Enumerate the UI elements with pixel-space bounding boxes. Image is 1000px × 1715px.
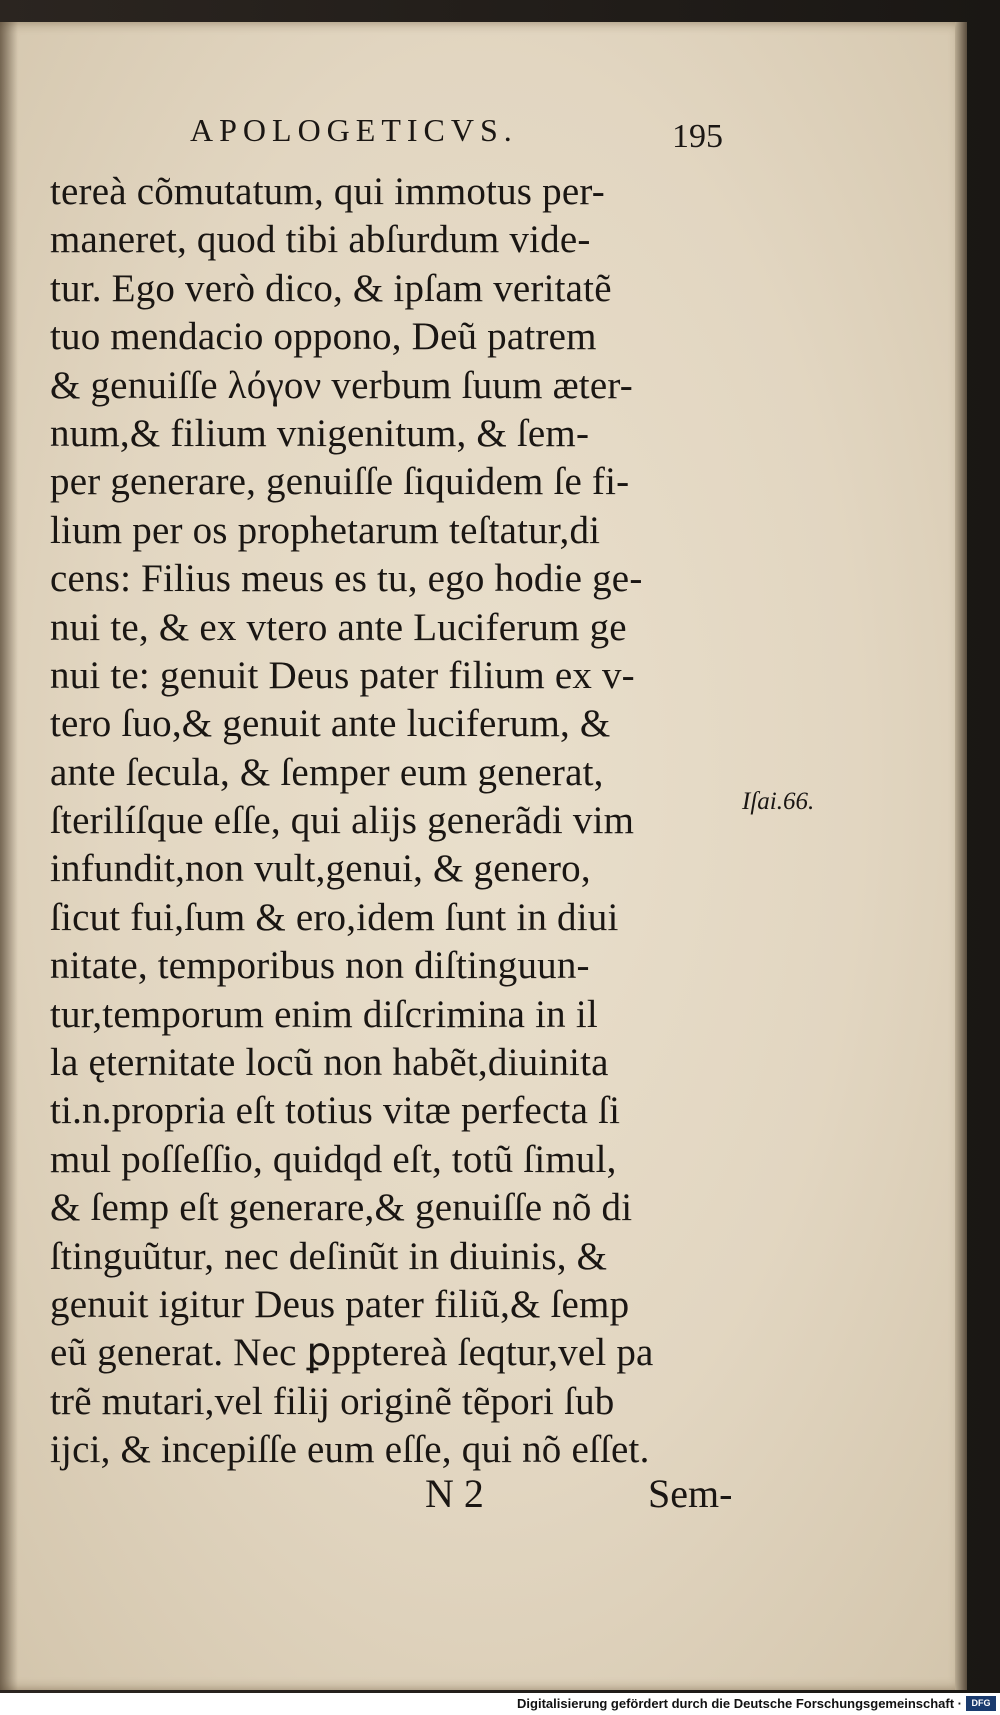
text-line: infundit,non vult,genui, & genero, <box>50 847 591 891</box>
text-line: tereà cõmutatum, qui immotus per- <box>50 170 605 213</box>
margin-note: Iſai.66. <box>742 788 815 815</box>
body-text <box>50 168 750 1475</box>
text-line: nui te, & ex vtero ante Luciferum ge <box>50 605 627 649</box>
text-line: mul poſſeſſio, quidqd eſt, totũ ſimul, <box>50 1137 617 1181</box>
credit-bar <box>0 1693 1000 1715</box>
text-line: ſtinguũtur, nec deſinũt in diuinis, & <box>50 1234 608 1278</box>
text-line: & ſemp eſt generare,& genuiſſe nõ di <box>50 1186 633 1230</box>
text-line: ſterilíſque eſſe, qui alijs generãdi vim <box>50 799 635 843</box>
page-footer <box>0 1470 965 1530</box>
text-line: tur,temporum enim diſcrimina in il <box>50 992 598 1036</box>
page-edge <box>955 22 967 1690</box>
text-line: nitate, temporibus non diſtinguun- <box>50 944 590 988</box>
text-line: tuo mendacio oppono, Deũ patrem <box>50 315 597 359</box>
text-line: cens: Filius meus es tu, ego hodie ge- <box>50 557 643 601</box>
text-line: nui te: genuit Deus pater filium ex v- <box>50 653 635 697</box>
text-line: ijci, & incepiſſe eum eſſe, qui nõ eſſet. <box>50 1428 650 1472</box>
text-line: & genuiſſe λόγον verbum ſuum æter- <box>50 363 633 407</box>
text-line: tero ſuo,& genuit ante luciferum, & <box>50 702 611 746</box>
signature-mark: N 2 <box>425 1471 484 1516</box>
text-line: per generare, genuiſſe ſiquidem ſe fi- <box>50 460 630 504</box>
credit-text: Digitalisierung gefördert durch die Deutsche Forschungsgemeinschaft · <box>517 1696 962 1711</box>
text-line: genuit igitur Deus pater filiũ,& ſemp <box>50 1282 630 1326</box>
page-number: 195 <box>672 118 723 155</box>
text-line: trẽ mutari,vel filij originẽ tẽpori ſub <box>50 1379 615 1423</box>
text-line: lium per os prophetarum teſtatur,di <box>50 508 601 552</box>
text-line: ante ſecula, & ſemper eum generat, <box>50 750 604 794</box>
text-line: maneret, quod tibi abſurdum vide- <box>50 218 591 262</box>
text-line: tur. Ego verò dico, & ipſam veritatẽ <box>50 266 612 310</box>
text-line: ti.n.propria eſt totius vitæ perfecta ſi <box>50 1089 621 1133</box>
text-line: eũ generat. Nec ꝑpptereà ſeqtur,vel pa <box>50 1331 654 1375</box>
page-header <box>0 112 965 162</box>
gutter-shadow <box>0 22 18 1690</box>
text-line: num,& filium vnigenitum, & ſem- <box>50 411 590 455</box>
catchword: Sem- <box>648 1471 733 1516</box>
text-line: la ęternitate locũ non habẽt,diuinita <box>50 1041 609 1085</box>
running-title: APOLOGETICVS. <box>190 112 518 148</box>
dfg-logo-icon: DFG <box>966 1696 996 1711</box>
text-line: ſicut fui,ſum & ero,idem ſunt in diui <box>50 895 619 939</box>
